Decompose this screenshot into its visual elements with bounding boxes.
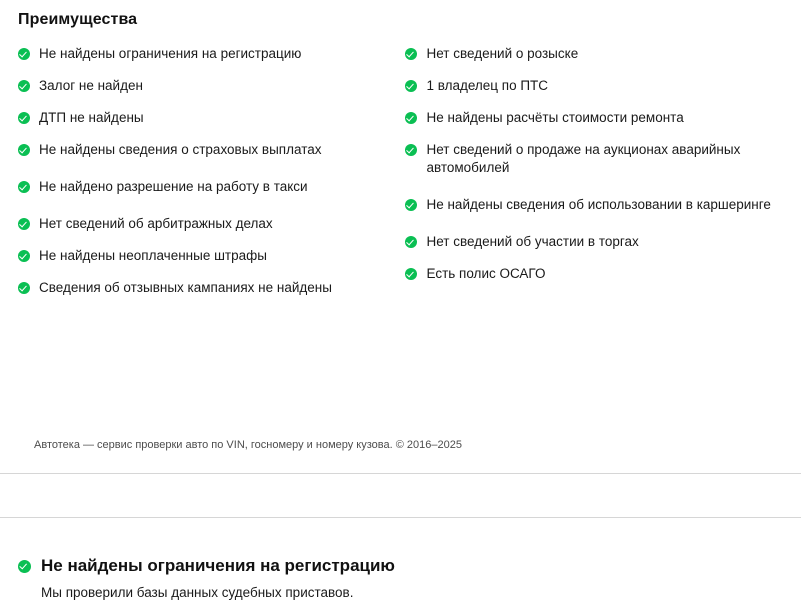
check-icon <box>405 199 417 211</box>
check-icon <box>18 218 30 230</box>
list-item <box>405 233 787 251</box>
check-icon <box>405 144 417 156</box>
list-item-label: Не найдены неоплаченные штрафы <box>39 248 267 263</box>
check-icon <box>18 250 30 262</box>
detail-heading <box>18 556 778 576</box>
check-icon <box>405 80 417 92</box>
list-item <box>18 215 403 233</box>
list-item-label: Нет сведений о продаже на аукционах аварийных автомобилей <box>426 142 741 175</box>
list-item-label: Есть полис ОСАГО <box>426 266 546 281</box>
list-item <box>405 196 787 214</box>
list-item-label: Не найдены ограничения на регистрацию <box>39 46 302 61</box>
list-item-label: Не найдены сведения об использовании в каршеринге <box>426 197 771 212</box>
list-item-label: Залог не найден <box>39 78 143 93</box>
check-icon <box>18 48 30 60</box>
list-item-label: Не найдены расчёты стоимости ремонта <box>426 110 684 125</box>
list-item-label: Не найдено разрешение на работу в такси <box>39 179 308 194</box>
section-divider <box>0 517 801 518</box>
list-item-label: 1 владелец по ПТС <box>426 78 549 93</box>
list-item <box>405 109 787 127</box>
check-icon <box>405 112 417 124</box>
list-item-label: ДТП не найдены <box>39 110 144 125</box>
footer-note: Автотека — сервис проверки авто по VIN, госномеру и номеру кузова. © 2016–2025 <box>34 439 462 451</box>
list-item <box>18 109 403 127</box>
list-item <box>405 265 787 283</box>
list-item <box>18 77 403 95</box>
check-icon <box>18 282 30 294</box>
check-icon <box>405 236 417 248</box>
check-icon <box>405 268 417 280</box>
check-icon <box>18 80 30 92</box>
section-divider <box>0 473 801 474</box>
advantages-column-left <box>14 45 403 311</box>
advantages-section <box>14 45 787 311</box>
list-item-label: Сведения об отзывных кампаниях не найдены <box>39 280 332 295</box>
check-icon <box>18 144 30 156</box>
list-item <box>18 279 403 297</box>
list-item-label: Нет сведений об участии в торгах <box>426 234 639 249</box>
report-page <box>0 11 801 612</box>
list-item <box>405 45 787 63</box>
page-title: Преимущества <box>18 11 138 28</box>
list-item <box>405 141 787 177</box>
list-item <box>18 247 403 265</box>
list-item <box>18 178 403 196</box>
list-item-label: Не найдены сведения о страховых выплатах <box>39 142 322 157</box>
list-item <box>18 45 403 63</box>
check-icon <box>18 560 31 573</box>
list-item <box>18 141 403 159</box>
check-icon <box>18 181 30 193</box>
detail-section <box>18 556 778 600</box>
detail-title: Не найдены ограничения на регистрацию <box>41 556 395 575</box>
list-item-label: Нет сведений об арбитражных делах <box>39 216 273 231</box>
list-item <box>405 77 787 95</box>
advantages-column-right <box>403 45 787 311</box>
detail-subtitle: Мы проверили базы данных судебных приставов. <box>41 585 354 600</box>
check-icon <box>18 112 30 124</box>
list-item-label: Нет сведений о розыске <box>426 46 579 61</box>
check-icon <box>405 48 417 60</box>
